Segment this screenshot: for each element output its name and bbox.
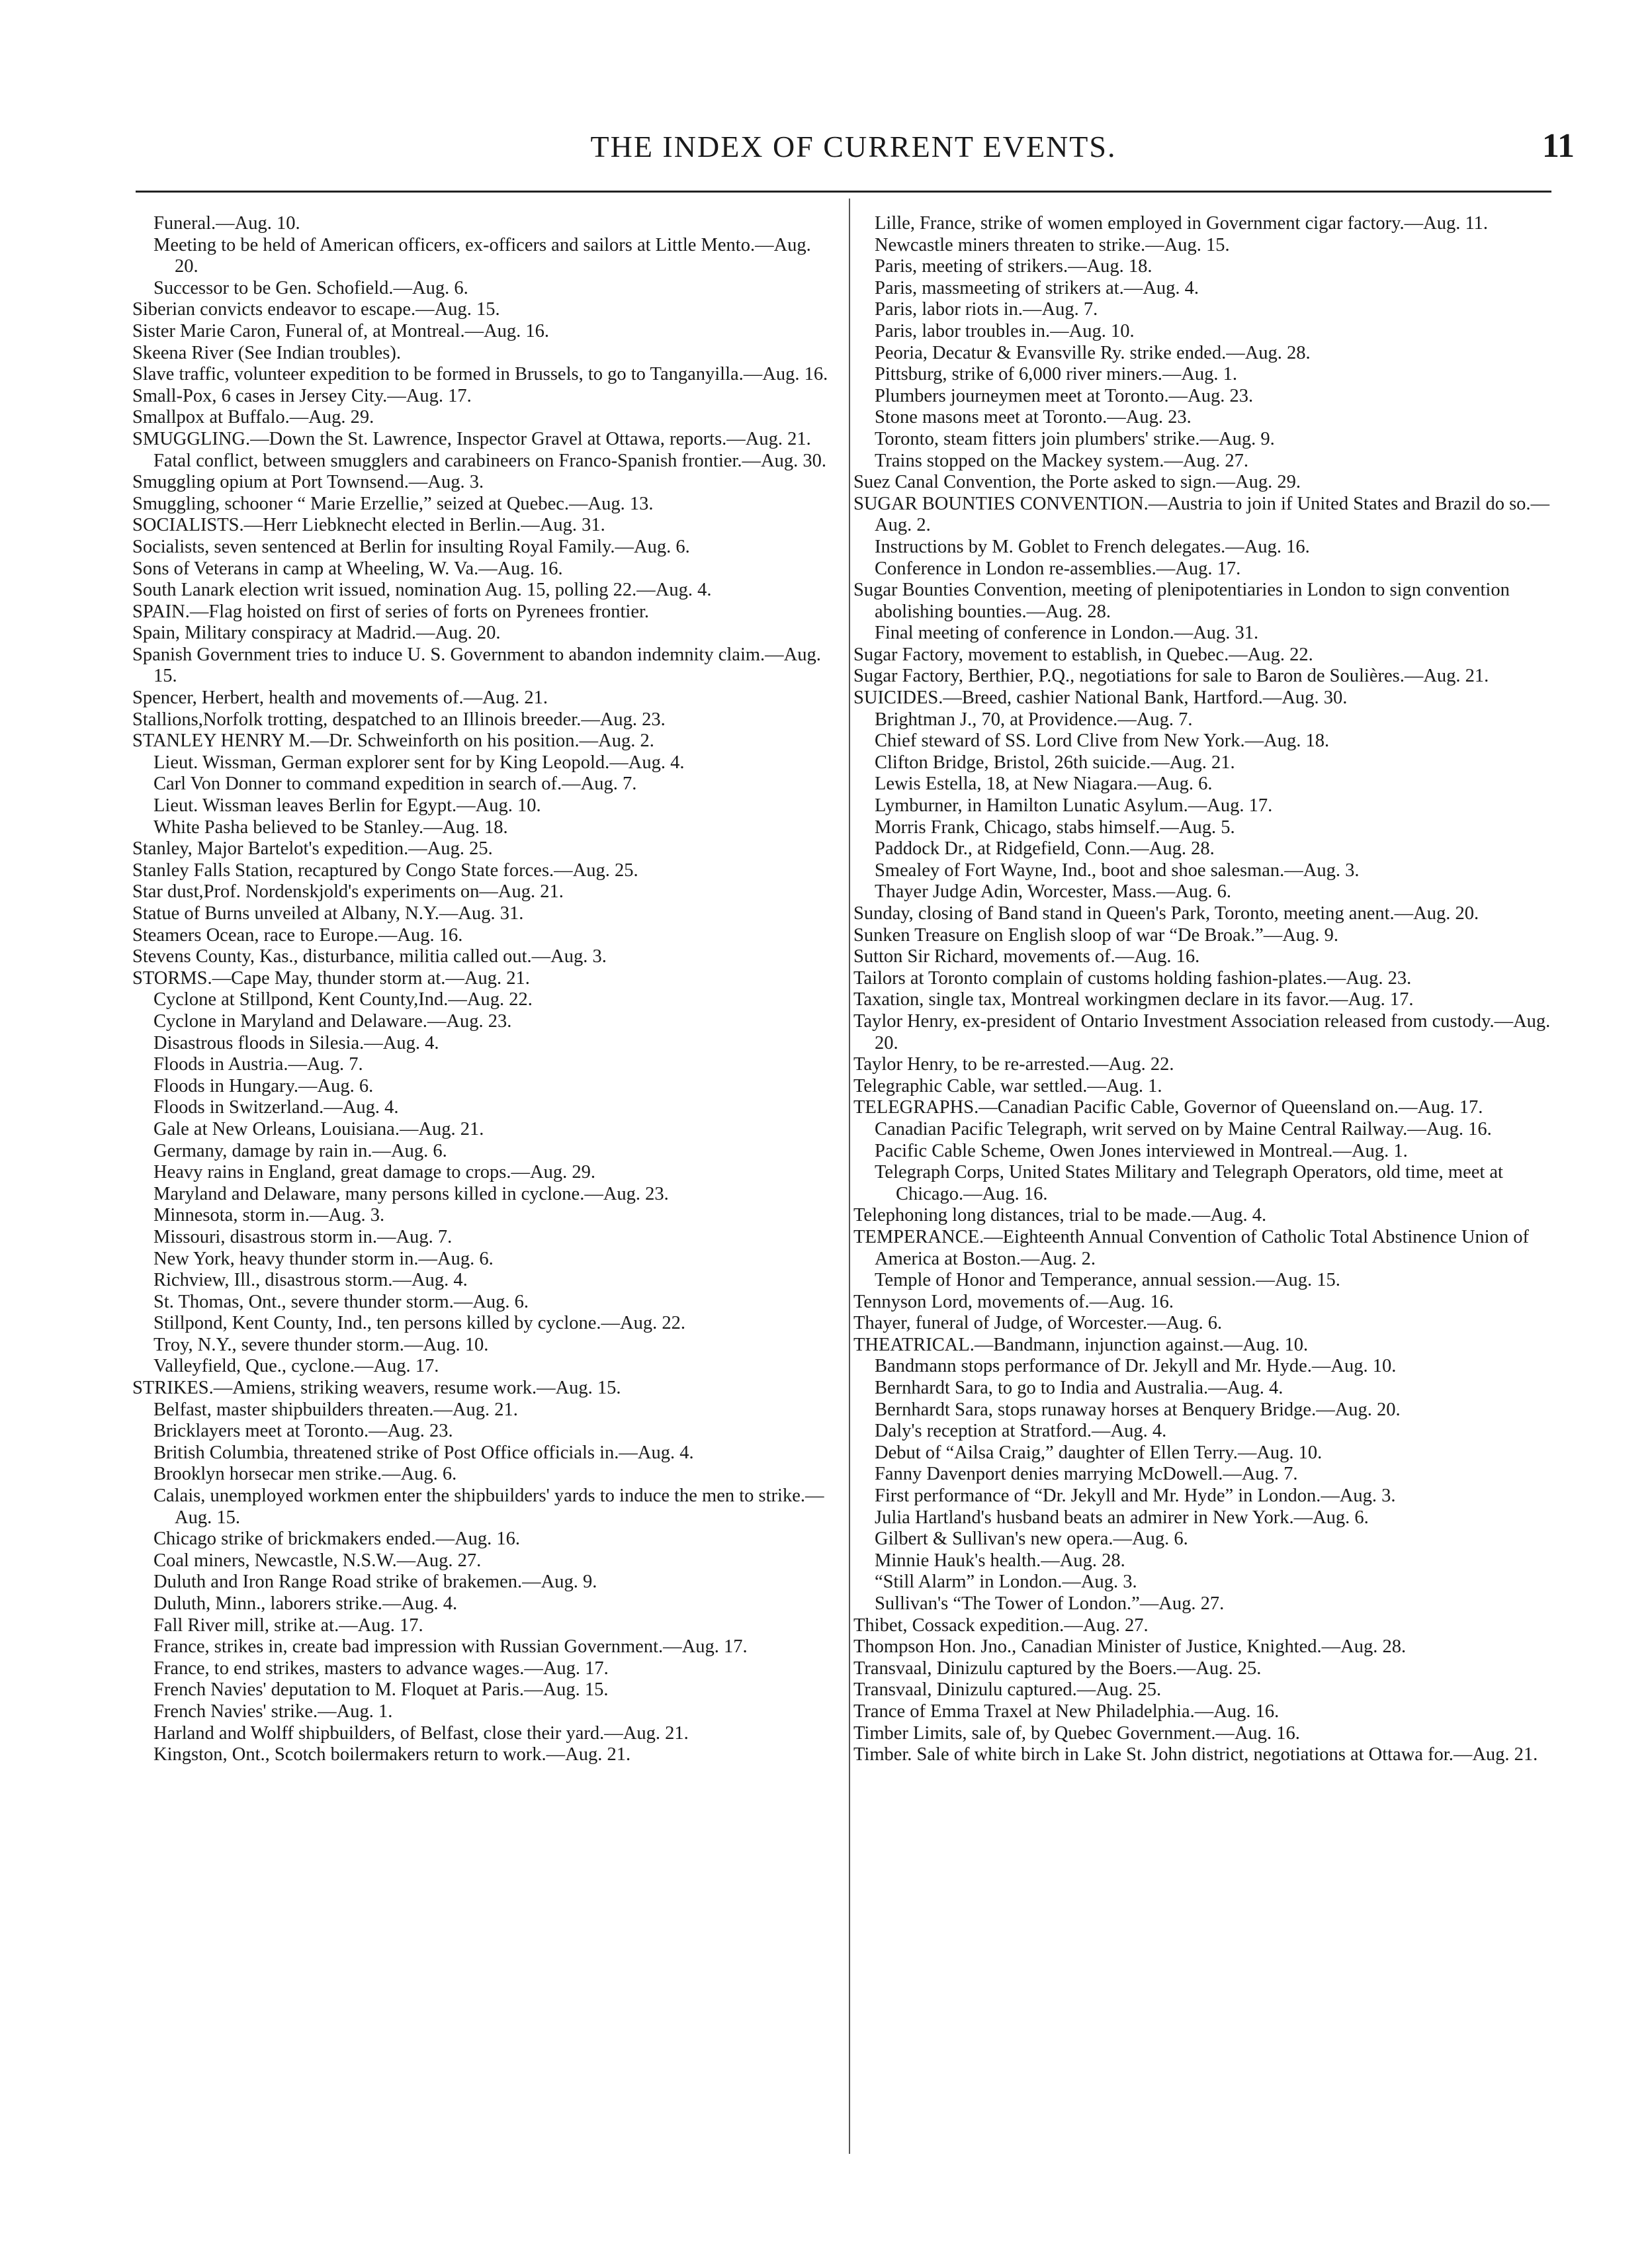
- index-entry: Spanish Government tries to induce U. S. Government to abandon indemnity claim.—Aug. 15.: [132, 644, 821, 687]
- index-subentry: Fall River mill, strike at.—Aug. 17.: [153, 1615, 423, 1636]
- index-entry: Stallions,Norfolk trotting, despatched to an Illinois breeder.—Aug. 23.: [132, 709, 666, 730]
- index-subentry: Plumbers journeymen meet at Toronto.—Aug. 23.: [875, 385, 1254, 406]
- index-entry: Socialists, seven sentenced at Berlin for insulting Royal Family.—Aug. 6.: [132, 536, 690, 557]
- index-entry: STRIKES.—Amiens, striking weavers, resume work.—Aug. 15.: [132, 1378, 621, 1399]
- index-subentry: Daly's reception at Stratford.—Aug. 4.: [875, 1421, 1167, 1442]
- index-subentry: Kingston, Ont., Scotch boilermakers return to work.—Aug. 21.: [153, 1744, 631, 1765]
- index-subentry: Pittsburg, strike of 6,000 river miners.—Aug. 1.: [875, 364, 1238, 385]
- index-entry: Skeena River (See Indian troubles).: [132, 342, 401, 363]
- index-entry: THEATRICAL.—Bandmann, injunction against.—Aug. 10.: [853, 1334, 1309, 1355]
- index-entry: Thompson Hon. Jno., Canadian Minister of Justice, Knighted.—Aug. 28.: [853, 1636, 1407, 1658]
- column-divider: [849, 199, 850, 2154]
- index-subentry: Floods in Switzerland.—Aug. 4.: [153, 1097, 399, 1118]
- index-subentry: St. Thomas, Ont., severe thunder storm.—Aug. 6.: [153, 1291, 529, 1312]
- page-number: 11: [1542, 127, 1575, 165]
- index-subentry: Lieut. Wissman, German explorer sent for by King Leopold.—Aug. 4.: [153, 752, 685, 773]
- index-subentry: Heavy rains in England, great damage to crops.—Aug. 29.: [153, 1162, 595, 1183]
- index-subentry: Bricklayers meet at Toronto.—Aug. 23.: [153, 1421, 453, 1442]
- index-entry: Small-Pox, 6 cases in Jersey City.—Aug. 17.: [132, 385, 472, 406]
- index-subentry: Peoria, Decatur & Evansville Ry. strike ended.—Aug. 28.: [875, 342, 1311, 363]
- index-subentry: Temple of Honor and Temperance, annual session.—Aug. 15.: [875, 1270, 1340, 1291]
- index-entry: Telephoning long distances, trial to be made.—Aug. 4.: [853, 1205, 1267, 1226]
- index-subentry: Final meeting of conference in London.—Aug. 31.: [875, 623, 1259, 644]
- index-subentry: First performance of “Dr. Jekyll and Mr. Hyde” in London.—Aug. 3.: [875, 1486, 1396, 1507]
- index-subentry: Lymburner, in Hamilton Lunatic Asylum.—Aug. 17.: [875, 795, 1273, 817]
- index-entry: SPAIN.—Flag hoisted on first of series of forts on Pyrenees frontier.: [132, 601, 650, 622]
- index-subentry: Troy, N.Y., severe thunder storm.—Aug. 10.: [153, 1334, 489, 1355]
- index-subentry: Cyclone in Maryland and Delaware.—Aug. 23.: [153, 1010, 512, 1032]
- index-subentry: Minnesota, storm in.—Aug. 3.: [153, 1205, 385, 1226]
- index-entry: Smallpox at Buffalo.—Aug. 29.: [132, 407, 374, 428]
- index-entry: Transvaal, Dinizulu captured.—Aug. 25.: [853, 1679, 1162, 1701]
- index-subentry: Debut of “Ailsa Craig,” daughter of Ellen Terry.—Aug. 10.: [875, 1442, 1323, 1463]
- index-entry: Sunday, closing of Band stand in Queen's Park, Toronto, meeting anent.—Aug. 20.: [853, 903, 1479, 924]
- index-subentry: Meeting to be held of American officers, ex-officers and sailors at Little Mento.—Aug. 20.: [153, 234, 811, 277]
- index-entry: Sugar Factory, movement to establish, in Quebec.—Aug. 22.: [853, 644, 1313, 665]
- index-subentry: Valleyfield, Que., cyclone.—Aug. 17.: [153, 1356, 439, 1377]
- index-subentry: Duluth and Iron Range Road strike of brakemen.—Aug. 9.: [153, 1572, 597, 1593]
- header-rule: [136, 191, 1551, 193]
- index-entry: Transvaal, Dinizulu captured by the Boers.—Aug. 25.: [853, 1658, 1262, 1679]
- index-subentry: Maryland and Delaware, many persons killed in cyclone.—Aug. 23.: [153, 1183, 669, 1204]
- index-entry: Tailors at Toronto complain of customs holding fashion-plates.—Aug. 23.: [853, 967, 1412, 989]
- index-subentry: Richview, Ill., disastrous storm.—Aug. 4.: [153, 1270, 468, 1291]
- index-subentry: White Pasha believed to be Stanley.—Aug. 18.: [153, 817, 508, 838]
- index-entry: Stanley, Major Bartelot's expedition.—Aug. 25.: [132, 838, 493, 860]
- index-subentry: Conference in London re-assemblies.—Aug. 17.: [875, 558, 1241, 579]
- index-entry: SUGAR BOUNTIES CONVENTION.—Austria to join if United States and Brazil do so.—Aug. 2.: [853, 493, 1550, 536]
- index-subentry: Smealey of Fort Wayne, Ind., boot and shoe salesman.—Aug. 3.: [875, 860, 1360, 881]
- index-subentry: Thayer Judge Adin, Worcester, Mass.—Aug. 6.: [875, 881, 1232, 903]
- index-subentry: Brightman J., 70, at Providence.—Aug. 7.: [875, 709, 1193, 730]
- index-subentry: Coal miners, Newcastle, N.S.W.—Aug. 27.: [153, 1550, 482, 1571]
- index-subentry: Chief steward of SS. Lord Clive from New York.—Aug. 18.: [875, 731, 1330, 752]
- index-subentry: Lewis Estella, 18, at New Niagara.—Aug. 6.: [875, 774, 1213, 795]
- index-entry: Timber. Sale of white birch in Lake St. John district, negotiations at Ottawa for.—Aug. 21.: [853, 1744, 1538, 1765]
- index-subentry: Paris, labor troubles in.—Aug. 10.: [875, 320, 1135, 341]
- index-subentry: Pacific Cable Scheme, Owen Jones interviewed in Montreal.—Aug. 1.: [875, 1140, 1408, 1161]
- index-subentry: Germany, damage by rain in.—Aug. 6.: [153, 1140, 447, 1161]
- index-entry: Sister Marie Caron, Funeral of, at Montreal.—Aug. 16.: [132, 320, 550, 341]
- index-subentry: Gale at New Orleans, Louisiana.—Aug. 21.: [153, 1118, 484, 1139]
- index-subentry: Successor to be Gen. Schofield.—Aug. 6.: [153, 277, 468, 298]
- index-entry: Smuggling, schooner “ Marie Erzellie,” seized at Quebec.—Aug. 13.: [132, 493, 654, 514]
- index-subentry: Paddock Dr., at Ridgefield, Conn.—Aug. 28.: [875, 838, 1215, 860]
- index-subentry: Julia Hartland's husband beats an admirer in New York.—Aug. 6.: [875, 1507, 1369, 1528]
- index-subentry: Bernhardt Sara, to go to India and Australia.—Aug. 4.: [875, 1378, 1283, 1399]
- index-subentry: British Columbia, threatened strike of Post Office officials in.—Aug. 4.: [153, 1442, 694, 1463]
- index-subentry: Fanny Davenport denies marrying McDowell.—Aug. 7.: [875, 1464, 1298, 1485]
- index-subentry: Instructions by M. Goblet to French delegates.—Aug. 16.: [875, 536, 1310, 557]
- index-entry: SMUGGLING.—Down the St. Lawrence, Inspector Gravel at Ottawa, reports.—Aug. 21.: [132, 428, 811, 449]
- index-subentry: Stillpond, Kent County, Ind., ten persons killed by cyclone.—Aug. 22.: [153, 1313, 685, 1334]
- index-subentry: Bernhardt Sara, stops runaway horses at Benquery Bridge.—Aug. 20.: [875, 1399, 1401, 1420]
- index-subentry: Fatal conflict, between smugglers and carabineers on Franco-Spanish frontier.—Aug. 30.: [153, 450, 827, 471]
- index-entry: Suez Canal Convention, the Porte asked to sign.—Aug. 29.: [853, 472, 1301, 493]
- index-subentry: Trains stopped on the Mackey system.—Aug. 27.: [875, 450, 1248, 471]
- index-column-right: [853, 213, 1558, 1766]
- index-subentry: Canadian Pacific Telegraph, writ served on by Maine Central Railway.—Aug. 16.: [875, 1118, 1492, 1139]
- index-entry: STORMS.—Cape May, thunder storm at.—Aug. 21.: [132, 967, 530, 989]
- page-header: [132, 129, 1575, 175]
- index-subentry: Morris Frank, Chicago, stabs himself.—Aug. 5.: [875, 817, 1235, 838]
- index-subentry: Telegraph Corps, United States Military and Telegraph Operators, old time, meet at Chicago.—Aug. 16.: [875, 1162, 1503, 1204]
- index-entry: Stevens County, Kas., disturbance, militia called out.—Aug. 3.: [132, 946, 607, 967]
- index-entry: Telegraphic Cable, war settled.—Aug. 1.: [853, 1075, 1162, 1096]
- index-entry: SUICIDES.—Breed, cashier National Bank, Hartford.—Aug. 30.: [853, 688, 1348, 709]
- index-subentry: Floods in Hungary.—Aug. 6.: [153, 1075, 374, 1096]
- index-subentry: Lille, France, strike of women employed in Government cigar factory.—Aug. 11.: [875, 213, 1489, 234]
- index-entry: Thayer, funeral of Judge, of Worcester.—Aug. 6.: [853, 1313, 1223, 1334]
- index-entry: Stanley Falls Station, recaptured by Congo State forces.—Aug. 25.: [132, 860, 638, 881]
- index-subentry: Chicago strike of brickmakers ended.—Aug. 16.: [153, 1529, 521, 1550]
- index-subentry: Calais, unemployed workmen enter the shipbuilders' yards to induce the men to strike.—Aug. 15.: [153, 1486, 824, 1528]
- index-entry: Tennyson Lord, movements of.—Aug. 16.: [853, 1291, 1174, 1312]
- index-entry: Taxation, single tax, Montreal workingmen declare in its favor.—Aug. 17.: [853, 989, 1414, 1010]
- index-subentry: Missouri, disastrous storm in.—Aug. 7.: [153, 1226, 453, 1247]
- index-entry: Statue of Burns unveiled at Albany, N.Y.—Aug. 31.: [132, 903, 524, 924]
- index-subentry: Cyclone at Stillpond, Kent County,Ind.—Aug. 22.: [153, 989, 533, 1010]
- index-subentry: Carl Von Donner to command expedition in search of.—Aug. 7.: [153, 774, 637, 795]
- index-subentry: Clifton Bridge, Bristol, 26th suicide.—Aug. 21.: [875, 752, 1235, 773]
- index-entry: SOCIALISTS.—Herr Liebknecht elected in Berlin.—Aug. 31.: [132, 515, 605, 536]
- index-entry: Trance of Emma Traxel at New Philadelphia.—Aug. 16.: [853, 1701, 1280, 1722]
- index-subentry: France, strikes in, create bad impression with Russian Government.—Aug. 17.: [153, 1636, 748, 1658]
- index-subentry: Floods in Austria.—Aug. 7.: [153, 1054, 363, 1075]
- index-subentry: Toronto, steam fitters join plumbers' strike.—Aug. 9.: [875, 428, 1275, 449]
- index-subentry: Sullivan's “The Tower of London.”—Aug. 27.: [875, 1593, 1225, 1614]
- index-subentry: Bandmann stops performance of Dr. Jekyll and Mr. Hyde.—Aug. 10.: [875, 1356, 1397, 1377]
- index-entry: Sugar Factory, Berthier, P.Q., negotiations for sale to Baron de Soulières.—Aug. 21.: [853, 666, 1489, 687]
- index-entry: Taylor Henry, to be re-arrested.—Aug. 22.: [853, 1054, 1174, 1075]
- index-subentry: Newcastle miners threaten to strike.—Aug. 15.: [875, 234, 1230, 255]
- index-entry: Sunken Treasure on English sloop of war “De Broak.”—Aug. 9.: [853, 924, 1338, 946]
- index-entry: Star dust,Prof. Nordenskjold's experiments on—Aug. 21.: [132, 881, 564, 903]
- index-subentry: Minnie Hauk's health.—Aug. 28.: [875, 1550, 1125, 1571]
- index-entry: TEMPERANCE.—Eighteenth Annual Convention of Catholic Total Abstinence Union of America at Boston.—Aug. 2.: [853, 1226, 1529, 1269]
- index-subentry: Gilbert & Sullivan's new opera.—Aug. 6.: [875, 1529, 1188, 1550]
- index-subentry: “Still Alarm” in London.—Aug. 3.: [875, 1572, 1137, 1593]
- index-entry: Taylor Henry, ex-president of Ontario Investment Association released from custody.—Aug. 20.: [853, 1010, 1551, 1053]
- index-entry: Steamers Ocean, race to Europe.—Aug. 16.: [132, 924, 463, 946]
- index-subentry: Stone masons meet at Toronto.—Aug. 23.: [875, 407, 1192, 428]
- index-entry: South Lanark election writ issued, nomination Aug. 15, polling 22.—Aug. 4.: [132, 580, 712, 601]
- index-subentry: France, to end strikes, masters to advance wages.—Aug. 17.: [153, 1658, 609, 1679]
- index-entry: Sons of Veterans in camp at Wheeling, W. Va.—Aug. 16.: [132, 558, 563, 579]
- index-subentry: French Navies' strike.—Aug. 1.: [153, 1701, 393, 1722]
- index-subentry: Lieut. Wissman leaves Berlin for Egypt.—Aug. 10.: [153, 795, 541, 817]
- index-subentry: Duluth, Minn., laborers strike.—Aug. 4.: [153, 1593, 458, 1614]
- index-subentry: New York, heavy thunder storm in.—Aug. 6.: [153, 1248, 494, 1269]
- index-entry: Sutton Sir Richard, movements of.—Aug. 16.: [853, 946, 1200, 967]
- index-subentry: Paris, labor riots in.—Aug. 7.: [875, 299, 1098, 320]
- index-entry: Smuggling opium at Port Townsend.—Aug. 3.: [132, 472, 484, 493]
- index-subentry: Funeral.—Aug. 10.: [153, 213, 300, 234]
- index-entry: Sugar Bounties Convention, meeting of plenipotentiaries in London to sign convention abolishing bounties.—Aug. 28.: [853, 580, 1510, 622]
- index-subentry: Paris, massmeeting of strikers at.—Aug. 4.: [875, 277, 1199, 298]
- index-subentry: Harland and Wolff shipbuilders, of Belfast, close their yard.—Aug. 21.: [153, 1722, 689, 1744]
- index-subentry: Belfast, master shipbuilders threaten.—Aug. 21.: [153, 1399, 518, 1420]
- index-subentry: Disastrous floods in Silesia.—Aug. 4.: [153, 1032, 439, 1053]
- page-title: THE INDEX OF CURRENT EVENTS.: [590, 130, 1117, 163]
- index-entry: Timber Limits, sale of, by Quebec Government.—Aug. 16.: [853, 1722, 1300, 1744]
- index-entry: TELEGRAPHS.—Canadian Pacific Cable, Governor of Queensland on.—Aug. 17.: [853, 1097, 1483, 1118]
- index-column-left: [132, 213, 837, 1766]
- index-entry: Spencer, Herbert, health and movements of.—Aug. 21.: [132, 688, 548, 709]
- index-entry: Thibet, Cossack expedition.—Aug. 27.: [853, 1615, 1149, 1636]
- index-subentry: Paris, meeting of strikers.—Aug. 18.: [875, 256, 1152, 277]
- index-subentry: French Navies' deputation to M. Floquet at Paris.—Aug. 15.: [153, 1679, 609, 1701]
- index-entry: Spain, Military conspiracy at Madrid.—Aug. 20.: [132, 623, 501, 644]
- index-subentry: Brooklyn horsecar men strike.—Aug. 6.: [153, 1464, 457, 1485]
- index-entry: STANLEY HENRY M.—Dr. Schweinforth on his position.—Aug. 2.: [132, 731, 654, 752]
- index-entry: Slave traffic, volunteer expedition to be formed in Brussels, to go to Tanganyilla.—Aug. 16.: [132, 364, 828, 385]
- index-entry: Siberian convicts endeavor to escape.—Aug. 15.: [132, 299, 500, 320]
